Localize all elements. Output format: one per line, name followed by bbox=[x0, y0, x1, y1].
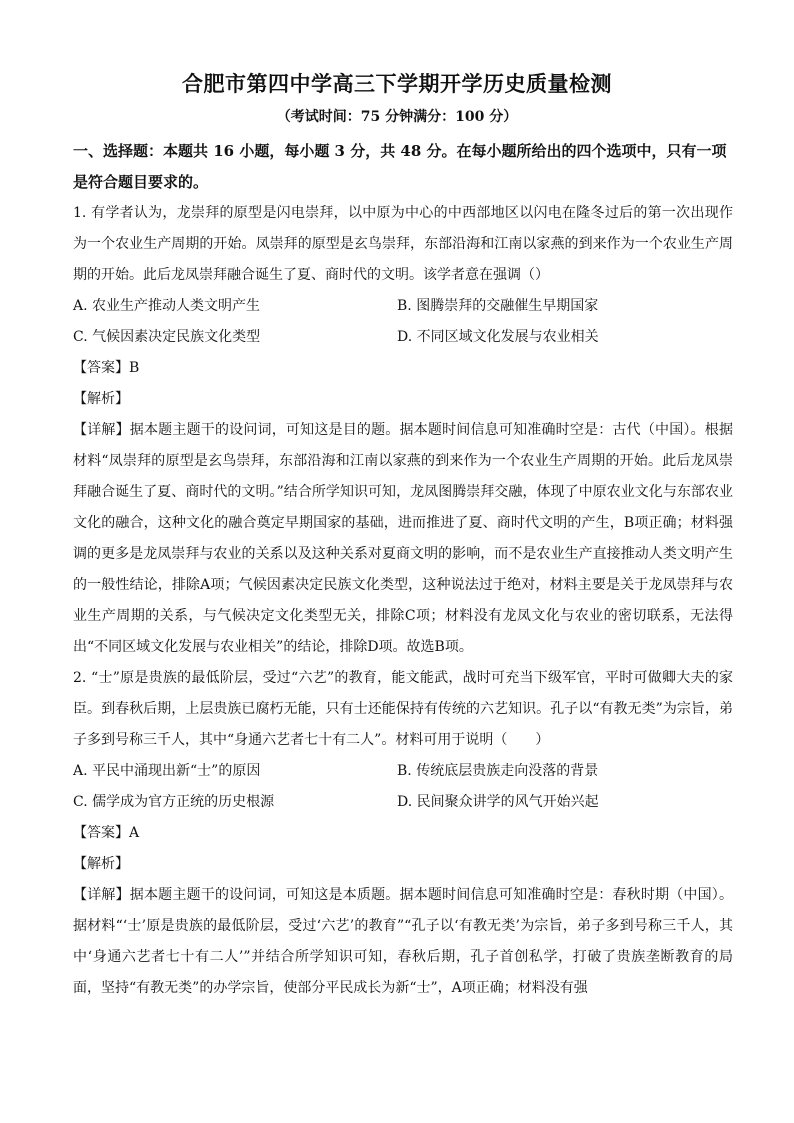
option-list bbox=[73, 291, 733, 353]
option-a: A. 平民中涌现出新“士”的原因 bbox=[73, 763, 261, 779]
analysis-label: 【解析】 bbox=[73, 391, 129, 407]
detailed-explanation: 【详解】据本题主题干的设问词，可知这是本质题。据本题时间信息可知准确时空是：春秋时期（中国）。据材料“‘士’原是贵族的最低阶层，受过‘六艺’的教育”“孔子以‘有教无类’为宗旨，弟子多到号称三千人，其中‘身通六艺者七十有二人’”并结合所学知识可知，春秋后期，孔子首创私学，打破了贵族垄断教育的局面，坚持“有教无类”的办学宗旨，使部分平民成长为新“士”，A项正确；材料没有强 bbox=[73, 887, 733, 996]
page-title: 合肥市第四中学高三下学期开学历史质量检测 bbox=[182, 71, 612, 96]
option-b: B. 传统底层贵族走向没落的背景 bbox=[397, 763, 599, 779]
exam-info: （考试时间：75 分钟满分：100 分） bbox=[276, 109, 518, 125]
option-c: C. 气候因素决定民族文化类型 bbox=[73, 329, 261, 345]
question-stem: 2. “士”原是贵族的最低阶层，受过“六艺”的教育，能文能武，战时可充当下级军官，平时可做卿大夫的家臣。到春秋后期，上层贵族已腐朽无能，只有士还能保持有传统的六艺知识。孔子以“有教无类”为宗旨，弟子多到号称三千人，其中“身通六艺者七十有二人”。材料可用于说明（ ） bbox=[73, 670, 733, 748]
section-heading: 一、选择题：本题共 16 小题，每小题 3 分，共 48 分。在每小题所给出的四个选项中，只有一项是符合题目要求的。 bbox=[73, 142, 727, 191]
option-c: C. 儒学成为官方正统的历史根源 bbox=[73, 794, 275, 810]
option-b: B. 图腾崇拜的交融催生早期国家 bbox=[397, 298, 599, 314]
option-list bbox=[73, 756, 733, 818]
option-d: D. 不同区域文化发展与农业相关 bbox=[397, 329, 599, 345]
answer-label: 【答案】A bbox=[73, 825, 140, 841]
answer-label: 【答案】B bbox=[73, 360, 140, 376]
analysis-label: 【解析】 bbox=[73, 856, 129, 872]
question-1 bbox=[73, 198, 733, 663]
exam-content bbox=[73, 136, 733, 1004]
detailed-explanation: 【详解】据本题主题干的设问词，可知这是目的题。据本题时间信息可知准确时空是：古代（中国）。根据材料“凤崇拜的原型是玄鸟崇拜，东部沿海和江南以家燕的到来作为一个农业生产周期的开始。此后龙凤崇拜融合诞生了夏、商时代的文明。”结合所学知识可知，龙凤图腾崇拜交融，体现了中原农业文化与东部农业文化的融合，这种文化的融合奠定早期国家的基础，进而推进了夏、商时代文明的产生，B项正确；材料强调的更多是龙凤崇拜与农业的关系以及这种关系对夏商文明的影响，而不是农业生产直接推动人类文明产生的一般性结论，排除A项；气候因素决定民族文化类型，这种说法过于绝对，材料主要是关于龙凤崇拜与农业生产周期的关系，与气候决定文化类型无关，排除C项；材料没有龙凤文化与农业的密切联系，无法得出“不同区域文化发展与农业相关”的结论，排除D项。故选B项。 bbox=[73, 422, 733, 655]
option-a: A. 农业生产推动人类文明产生 bbox=[73, 298, 261, 314]
question-stem: 1. 有学者认为，龙崇拜的原型是闪电崇拜，以中原为中心的中西部地区以闪电在隆冬过后的第一次出现作为一个农业生产周期的开始。凤崇拜的原型是玄鸟崇拜，东部沿海和江南以家燕的到来作为一个农业生产周期的开始。此后龙凤崇拜融合诞生了夏、商时代的文明。该学者意在强调（） bbox=[73, 205, 733, 283]
option-d: D. 民间聚众讲学的风气开始兴起 bbox=[397, 794, 599, 810]
question-2 bbox=[73, 663, 733, 1004]
